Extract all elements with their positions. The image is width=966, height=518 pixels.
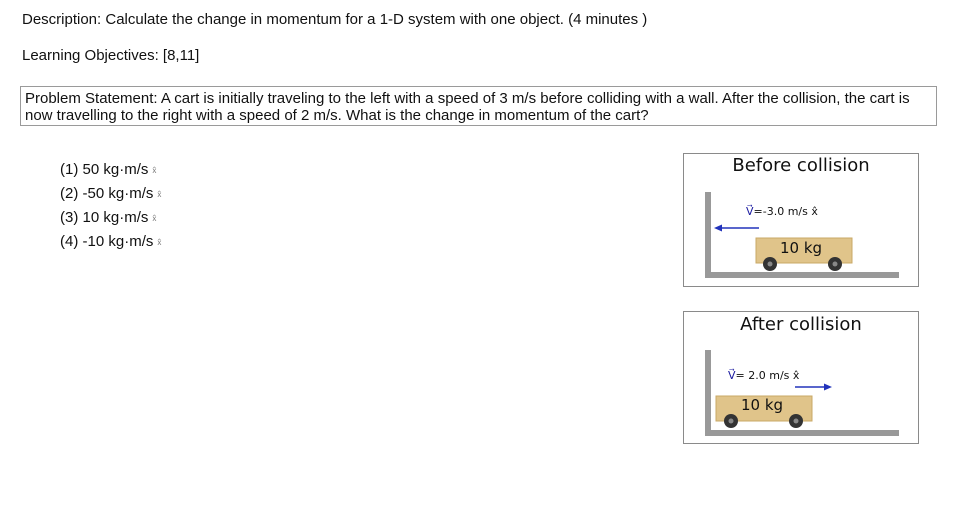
- cart-mass-label: 10 kg: [741, 396, 784, 414]
- cart-mass-label: 10 kg: [780, 239, 823, 257]
- unit-vector-x: x̂: [152, 166, 157, 175]
- floor: [705, 272, 899, 278]
- choice-unit: kg·m/s: [108, 185, 154, 202]
- choice-item[interactable]: [60, 158, 161, 182]
- learning-objectives-line: [22, 47, 199, 64]
- choice-number: (3): [60, 209, 79, 226]
- wall: [705, 350, 711, 436]
- learning-objectives-label: Learning Objectives:: [22, 47, 159, 64]
- choice-value: -10: [82, 233, 105, 250]
- choice-value: 50: [82, 161, 100, 178]
- choice-number: (4): [60, 233, 79, 250]
- wall: [705, 192, 711, 278]
- velocity-label: [746, 205, 818, 218]
- velocity-label: [728, 369, 799, 382]
- choice-unit: kg·m/s: [103, 161, 149, 178]
- after-collision-panel: [683, 311, 919, 444]
- arrow-head: [824, 384, 832, 391]
- unit-vector-x: x̂: [152, 214, 157, 223]
- learning-objectives-text: [8,11]: [162, 47, 200, 64]
- choice-unit: kg·m/s: [103, 209, 149, 226]
- velocity-symbol: V⃗: [746, 205, 754, 218]
- arrow-head: [714, 225, 722, 232]
- choice-value: 10: [82, 209, 100, 226]
- unit-vector-x: x̂: [157, 190, 162, 199]
- floor: [705, 430, 899, 436]
- answer-choices: [60, 158, 161, 254]
- description-label: Description:: [22, 11, 102, 28]
- description-line: [22, 11, 647, 28]
- choice-number: (1): [60, 161, 79, 178]
- choice-item[interactable]: [60, 206, 161, 230]
- description-text: Calculate the change in momentum for a 1-D system with one object. (4 minutes ): [105, 11, 648, 28]
- problem-text: A cart is initially traveling to the left with a speed of 3 m/s before colliding with a wall. After the collision, the cart is now travelling to the right with a speed of 2 m/s. What is the change in momentum of the cart?: [25, 90, 910, 124]
- choice-number: (2): [60, 185, 79, 202]
- problem-label: Problem Statement:: [25, 90, 158, 107]
- choice-unit: kg·m/s: [108, 233, 154, 250]
- velocity-value: = 2.0 m/s x̂: [735, 369, 800, 382]
- panel-title: Before collision: [732, 155, 870, 176]
- velocity-value: =-3.0 m/s x̂: [753, 205, 818, 218]
- choice-item[interactable]: [60, 182, 161, 206]
- choice-value: -50: [82, 185, 105, 202]
- velocity-symbol: V⃗: [728, 369, 736, 382]
- unit-vector-x: x̂: [157, 238, 162, 247]
- choice-item[interactable]: [60, 230, 161, 254]
- panel-title: After collision: [740, 314, 862, 335]
- before-collision-panel: [683, 153, 919, 287]
- problem-statement-box: [20, 86, 937, 126]
